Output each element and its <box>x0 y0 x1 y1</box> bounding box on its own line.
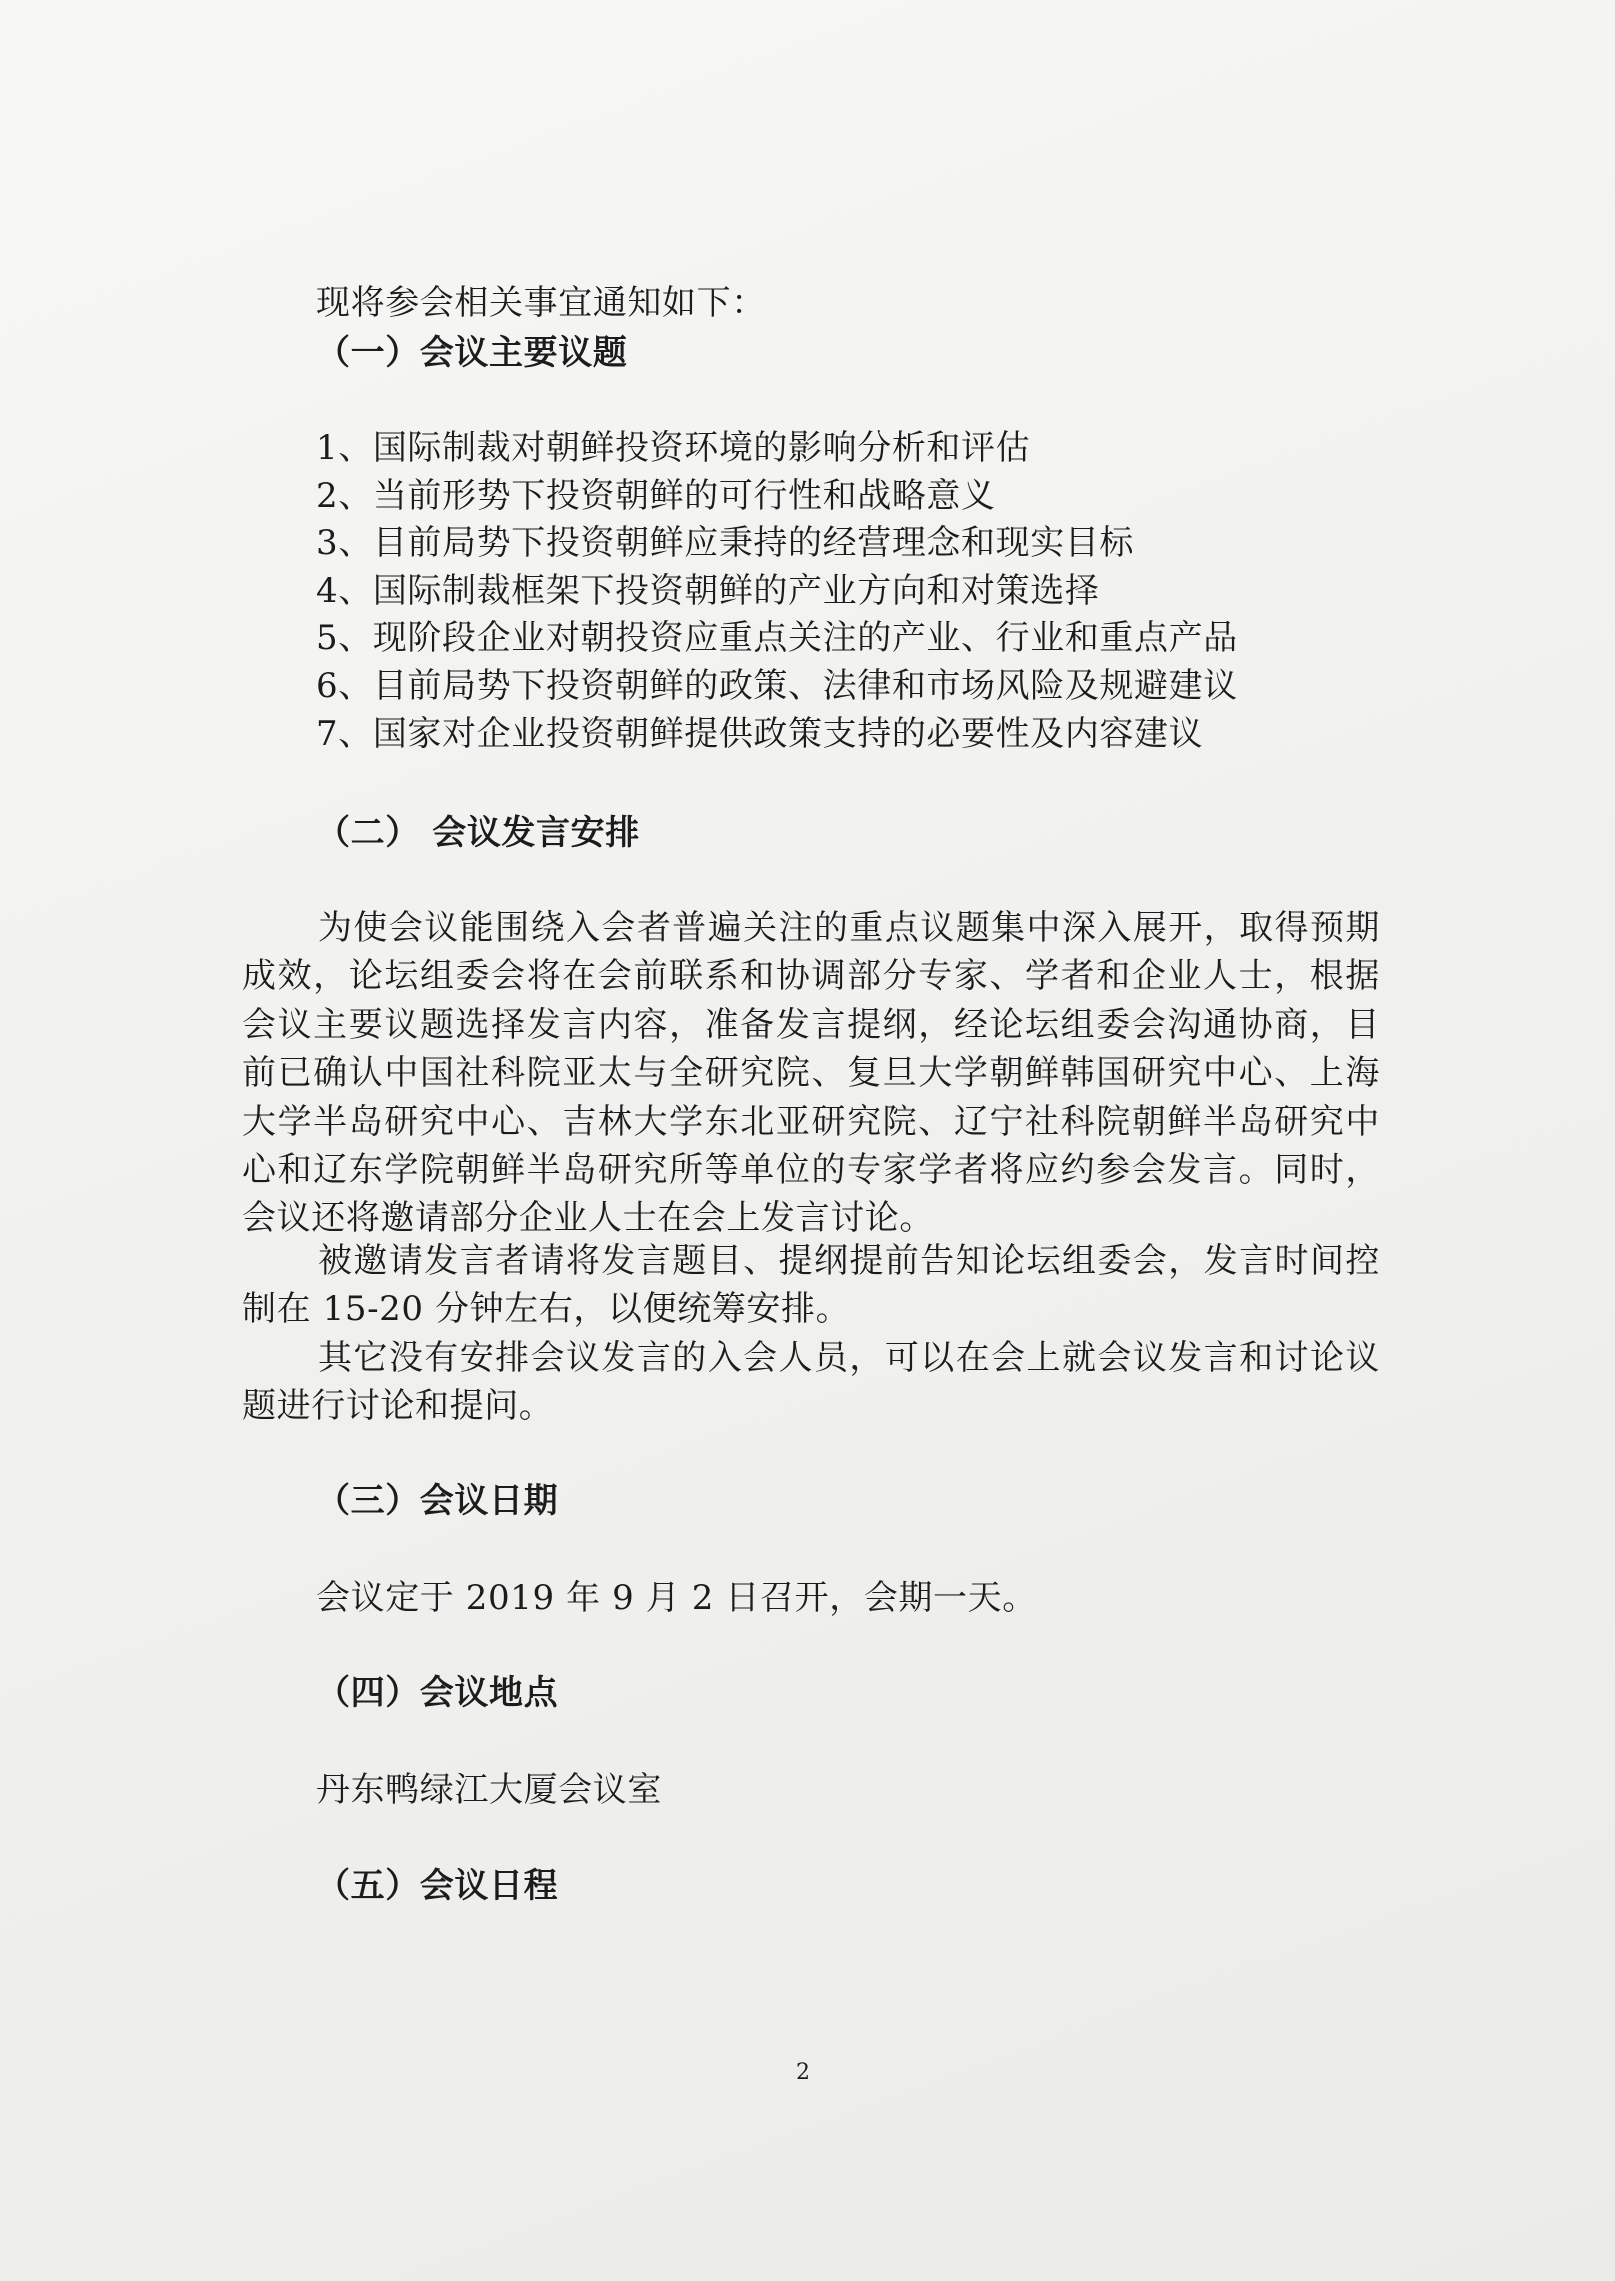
agenda-item: 3、目前局势下投资朝鲜应秉持的经营理念和现实目标 <box>316 523 1135 563</box>
agenda-item: 7、国家对企业投资朝鲜提供政策支持的必要性及内容建议 <box>316 714 1204 754</box>
section-5-heading: （五）会议日程 <box>316 1866 559 1906</box>
page-number: 2 <box>796 2060 810 2085</box>
section-2-heading: （二） 会议发言安排 <box>316 813 640 853</box>
section-3-heading: （三）会议日期 <box>316 1481 559 1521</box>
section-1-heading: （一）会议主要议题 <box>316 333 628 373</box>
other-attendees-paragraph: 其它没有安排会议发言的入会人员，可以在会上就会议发言和讨论议题进行讨论和提问。 <box>242 1338 1380 1427</box>
agenda-item: 4、国际制裁框架下投资朝鲜的产业方向和对策选择 <box>316 571 1100 611</box>
agenda-item: 6、目前局势下投资朝鲜的政策、法律和市场风险及规避建议 <box>316 666 1238 706</box>
intro-text: 现将参会相关事宜通知如下： <box>316 283 766 323</box>
speaker-instructions-paragraph: 被邀请发言者请将发言题目、提纲提前告知论坛组委会，发言时间控制在 15-20 分钟左右，以便统筹安排。 <box>242 1241 1380 1330</box>
meeting-location-text: 丹东鸭绿江大厦会议室 <box>316 1770 662 1810</box>
meeting-date-text: 会议定于 2019 年 9 月 2 日召开，会期一天。 <box>316 1578 1037 1618</box>
agenda-item: 5、现阶段企业对朝投资应重点关注的产业、行业和重点产品 <box>316 618 1238 658</box>
agenda-item: 1、国际制裁对朝鲜投资环境的影响分析和评估 <box>316 428 1031 468</box>
agenda-item: 2、当前形势下投资朝鲜的可行性和战略意义 <box>316 476 996 516</box>
speech-arrangement-paragraph: 为使会议能围绕入会者普遍关注的重点议题集中深入展开，取得预期成效，论坛组委会将在会前联系和协调部分专家、学者和企业人士，根据会议主要议题选择发言内容，准备发言提纲，经论坛组委会沟通协商，目前已确认中国社科院亚太与全研究院、复旦大学朝鲜韩国研究中心、上海大学半岛研究中心、吉林大学东北亚研究院、辽宁社科院朝鲜半岛研究中心和辽东学院朝鲜半岛研究所等单位的专家学者将应约参会发言。同时，会议还将邀请部分企业人士在会上发言讨论。 <box>242 908 1380 1239</box>
section-4-heading: （四）会议地点 <box>316 1673 559 1713</box>
